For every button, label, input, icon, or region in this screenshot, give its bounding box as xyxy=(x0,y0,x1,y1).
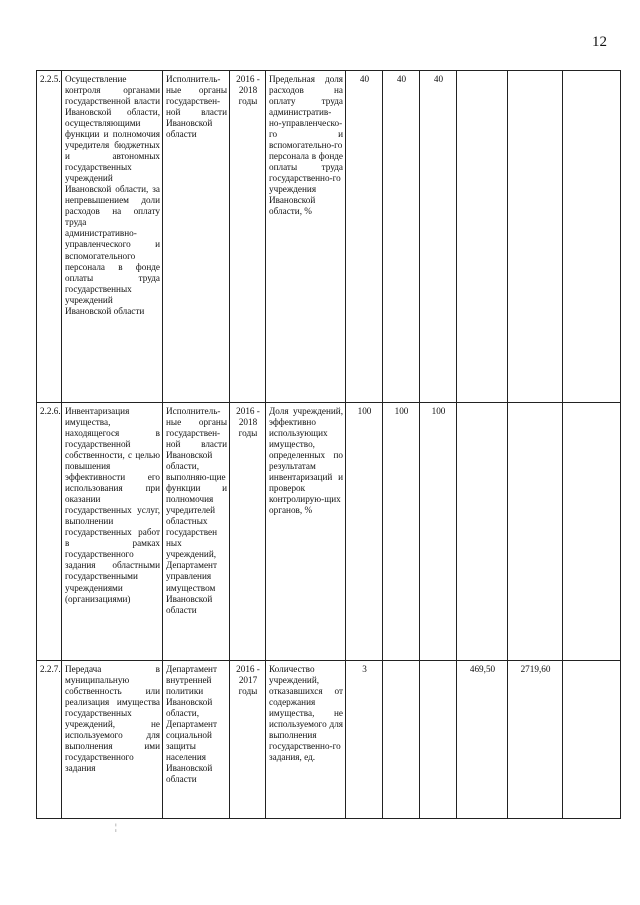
executor: Исполнитель-ные органы государствен-ной власти Ивановской области xyxy=(163,71,230,403)
value-col-5: 2719,60 xyxy=(508,661,563,819)
table-row xyxy=(37,661,621,819)
value-col-4 xyxy=(457,403,508,661)
indicator: Доля учреждений, эффективно использующих имущество, определенных по результатам инвентаризаций и проверок контролирую-щих органов, % xyxy=(266,403,346,661)
measures-table xyxy=(36,70,621,819)
indicator: Количество учреждений, отказавшихся от содержания имущества, не используемого для выполнения государственно-го задания, ед. xyxy=(266,661,346,819)
executor: Департамент внутренней политики Ивановской области, Департамент социальной защиты населения Ивановской области xyxy=(163,661,230,819)
value-col-6 xyxy=(563,403,621,661)
row-number: 2.2.6. xyxy=(37,403,62,661)
value-2017: 100 xyxy=(383,403,420,661)
measure-name: Передача в муниципальную собственность или реализация имущества государственных учреждений, не используемого для выполнения ими государственного задания xyxy=(62,661,163,819)
value-2018: 40 xyxy=(420,71,457,403)
measure-name: Осуществление контроля органами государственной власти Ивановской области, осуществляющими функции и полномочия учредителя бюджетных и автономных государственных учреждений Ивановской области, за непревышением доли расходов на оплату труда административно-управленческого и вспомогательного персонала в фонде оплаты труда государственных учреждений Ивановской области xyxy=(62,71,163,403)
value-2017 xyxy=(383,661,420,819)
period: 2016 - 2018 годы xyxy=(230,403,266,661)
value-2017: 40 xyxy=(383,71,420,403)
period: 2016 - 2018 годы xyxy=(230,71,266,403)
value-2016: 100 xyxy=(346,403,383,661)
value-col-5 xyxy=(508,71,563,403)
value-col-5 xyxy=(508,403,563,661)
value-2018: 100 xyxy=(420,403,457,661)
value-2016: 40 xyxy=(346,71,383,403)
value-col-4 xyxy=(457,71,508,403)
period: 2016 - 2017 годы xyxy=(230,661,266,819)
value-col-4: 469,50 xyxy=(457,661,508,819)
value-2018 xyxy=(420,661,457,819)
value-col-6 xyxy=(563,661,621,819)
table-row xyxy=(37,403,621,661)
page-number: 12 xyxy=(592,34,607,50)
row-number: 2.2.7. xyxy=(37,661,62,819)
indicator: Предельная доля расходов на оплату труда административ-но-управленческо-го и вспомогательно-го персонала в фонде оплаты труда государственно-го учреждения Ивановской области, % xyxy=(266,71,346,403)
row-number: 2.2.5. xyxy=(37,71,62,403)
value-2016: 3 xyxy=(346,661,383,819)
value-col-6 xyxy=(563,71,621,403)
measure-name: Инвентаризация имущества, находящегося в государственной собственности, с целью повышения эффективности его использования при оказании государственных услуг, выполнении государственных работ в рамках государственного задания областными государственными учреждениями (организациями) xyxy=(62,403,163,661)
table-row xyxy=(37,71,621,403)
executor: Исполнитель-ные органы государствен-ной власти Ивановской области, выполняю-щие функции и полномочия учредителей областных государствен ных учреждений, Департамент управления имуществом Ивановской области xyxy=(163,403,230,661)
scan-mark: ¦ xyxy=(115,822,117,832)
